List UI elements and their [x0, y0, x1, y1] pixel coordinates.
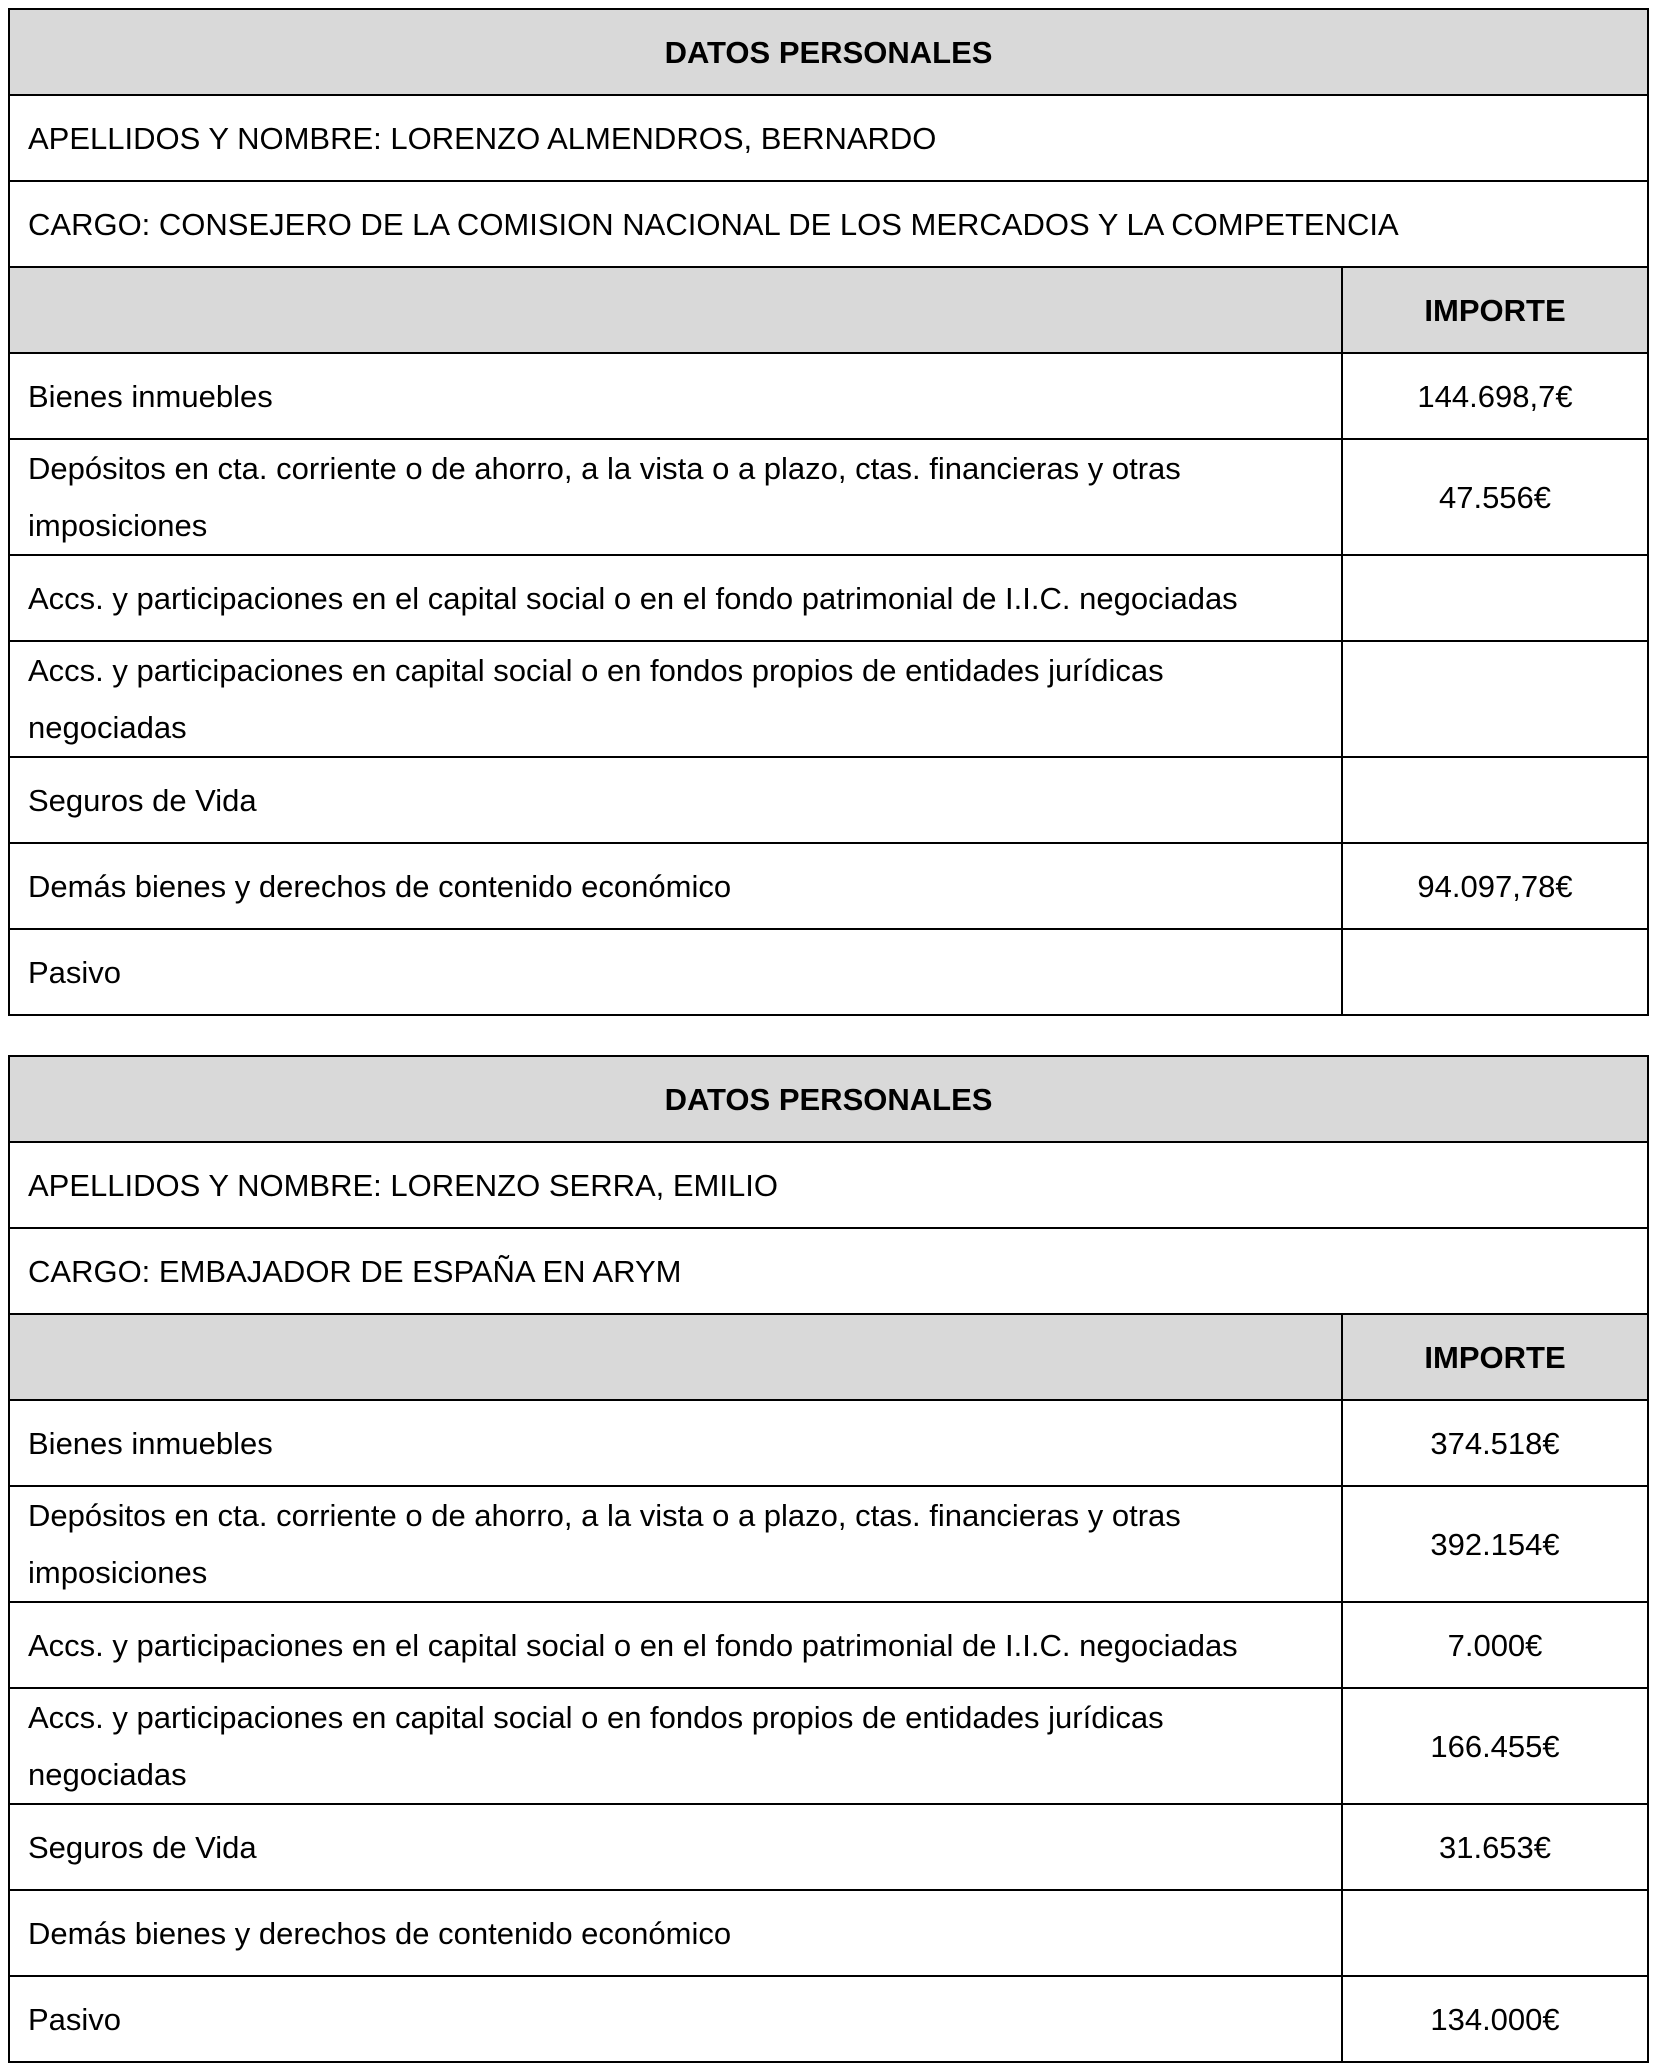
row-amount [1342, 1890, 1648, 1976]
table-row [9, 1400, 1648, 1486]
row-label: Pasivo [9, 929, 1342, 1015]
name-line: APELLIDOS Y NOMBRE: LORENZO ALMENDROS, BERNARDO [9, 95, 1648, 181]
row-amount: 134.000€ [1342, 1976, 1648, 2062]
table-row [9, 1890, 1648, 1976]
table-row [9, 555, 1648, 641]
table-row [9, 757, 1648, 843]
table-row [9, 1688, 1648, 1804]
header-row [9, 1056, 1648, 1142]
header-row [9, 9, 1648, 95]
cargo-row [9, 181, 1648, 267]
row-amount: 374.518€ [1342, 1400, 1648, 1486]
row-amount [1342, 555, 1648, 641]
cargo-line: CARGO: CONSEJERO DE LA COMISION NACIONAL DE LOS MERCADOS Y LA COMPETENCIA [9, 181, 1648, 267]
row-label: Bienes inmuebles [9, 1400, 1342, 1486]
declaration-table-2 [8, 1055, 1649, 2063]
row-amount: 392.154€ [1342, 1486, 1648, 1602]
declaration-table-1 [8, 8, 1649, 1016]
name-row [9, 1142, 1648, 1228]
row-label: Demás bienes y derechos de contenido económico [9, 843, 1342, 929]
table-row [9, 843, 1648, 929]
table-row [9, 353, 1648, 439]
row-label: Depósitos en cta. corriente o de ahorro, a la vista o a plazo, ctas. financieras y otras imposiciones [9, 1486, 1342, 1602]
row-label: Depósitos en cta. corriente o de ahorro, a la vista o a plazo, ctas. financieras y otras imposiciones [9, 439, 1342, 555]
table-row [9, 1804, 1648, 1890]
name-row [9, 95, 1648, 181]
row-label: Seguros de Vida [9, 1804, 1342, 1890]
table-row [9, 1602, 1648, 1688]
cargo-row [9, 1228, 1648, 1314]
table-row [9, 641, 1648, 757]
row-label: Demás bienes y derechos de contenido económico [9, 1890, 1342, 1976]
row-label: Bienes inmuebles [9, 353, 1342, 439]
row-amount: 47.556€ [1342, 439, 1648, 555]
row-label: Accs. y participaciones en capital social o en fondos propios de entidades jurídicas negociadas [9, 641, 1342, 757]
row-amount: 94.097,78€ [1342, 843, 1648, 929]
row-amount [1342, 757, 1648, 843]
section-header: DATOS PERSONALES [9, 9, 1648, 95]
row-amount: 31.653€ [1342, 1804, 1648, 1890]
section-header: DATOS PERSONALES [9, 1056, 1648, 1142]
row-amount: 7.000€ [1342, 1602, 1648, 1688]
cargo-line: CARGO: EMBAJADOR DE ESPAÑA EN ARYM [9, 1228, 1648, 1314]
importe-header: IMPORTE [1342, 1314, 1648, 1400]
importe-header: IMPORTE [1342, 267, 1648, 353]
table-row [9, 1486, 1648, 1602]
table-row [9, 439, 1648, 555]
table-row [9, 929, 1648, 1015]
importe-header-row [9, 1314, 1648, 1400]
empty-header-cell [9, 267, 1342, 353]
row-label: Accs. y participaciones en el capital social o en el fondo patrimonial de I.I.C. negociadas [9, 555, 1342, 641]
row-label: Seguros de Vida [9, 757, 1342, 843]
name-line: APELLIDOS Y NOMBRE: LORENZO SERRA, EMILIO [9, 1142, 1648, 1228]
row-amount: 144.698,7€ [1342, 353, 1648, 439]
row-amount [1342, 929, 1648, 1015]
empty-header-cell [9, 1314, 1342, 1400]
row-amount: 166.455€ [1342, 1688, 1648, 1804]
table-row [9, 1976, 1648, 2062]
row-label: Pasivo [9, 1976, 1342, 2062]
row-label: Accs. y participaciones en capital social o en fondos propios de entidades jurídicas negociadas [9, 1688, 1342, 1804]
row-label: Accs. y participaciones en el capital social o en el fondo patrimonial de I.I.C. negociadas [9, 1602, 1342, 1688]
importe-header-row [9, 267, 1648, 353]
row-amount [1342, 641, 1648, 757]
